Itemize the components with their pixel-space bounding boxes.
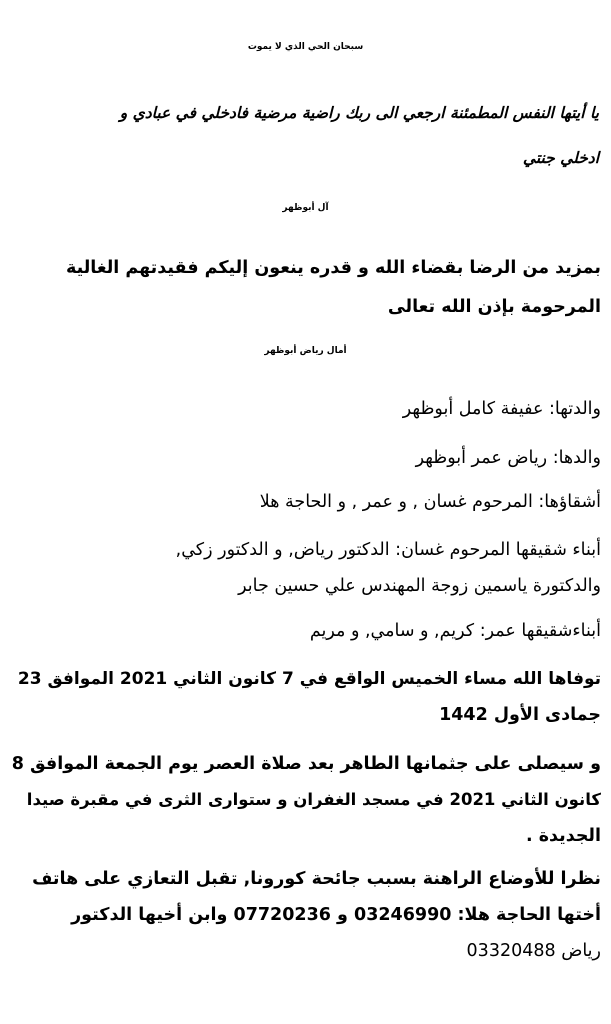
header-title: سبحان الحي الذي لا يموت — [247, 42, 364, 52]
nephews-line-2: والدكتورة ياسمين زوجة المهندس علي حسين جابر — [238, 576, 601, 596]
mother-line: والدتها: عفيفة كامل أبوظهر — [402, 399, 601, 419]
father-line: والدها: رياض عمر أبوظهر — [415, 448, 601, 468]
announcement-line-2: المرحومة بإذن الله تعالى — [387, 297, 601, 317]
siblings-line: أشقاؤها: المرحوم غسان , و عمر , و الحاجة هلا — [259, 492, 601, 512]
condolences-line-3: رياض 03320488 — [466, 941, 601, 961]
condolences-line-1: نظرا للأوضاع الراهنة بسبب جائحة كورونا, تقبل التعازي على هاتف — [32, 869, 601, 889]
death-line-1: توفاها الله مساء الخميس الواقع في 7 كانون الثاني 2021 الموافق 23 — [17, 669, 601, 689]
funeral-line-1: و سيصلى على جثمانها الطاهر بعد صلاة العصر يوم الجمعة الموافق 8 — [11, 754, 601, 774]
family-name: آل أبوظهر — [282, 203, 329, 213]
condolences-line-2: أختها الحاجة هلا: 03246990 و 07720236 وابن أخيها الدكتور — [71, 905, 601, 925]
announcement-line-1: بمزيد من الرضا بقضاء الله و قدره ينعون إليكم فقيدتهم الغالية — [65, 258, 601, 278]
death-line-2: جمادى الأول 1442 — [439, 705, 601, 725]
funeral-line-3: الجديدة . — [525, 826, 601, 846]
quran-verse-line-1: يا أيتها النفس المطمئنة ارجعي الى ربك راضية مرضية فادخلي في عبادي و — [119, 103, 599, 122]
nephews-line-1: أبناء شقيقها المرحوم غسان: الدكتور رياض, و الدكتور زكي, — [175, 540, 601, 560]
omar-children-line: أبناءشقيقها عمر: كريم, و سامي, و مريم — [309, 621, 601, 641]
quran-verse-line-2: ادخلي جنتي — [522, 148, 599, 167]
deceased-name: أمال رياض أبوظهر — [264, 346, 347, 356]
funeral-line-2: كانون الثاني 2021 في مسجد الغفران و ستوارى الثرى في مقبرة صيدا — [26, 790, 601, 809]
